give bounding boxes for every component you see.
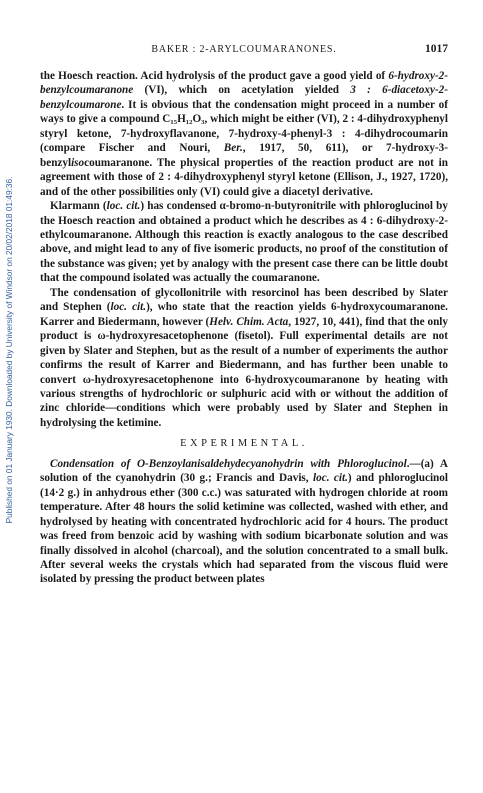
- paragraph-2: [40, 199, 448, 286]
- section-heading: EXPERIMENTAL.: [180, 438, 308, 450]
- text-run: ) has condensed α-bromo-n-butyronitrile with phloroglucinol by the Hoesch reaction and obtained a product which he describes as 4 : 6-dihydroxy-2-ethylcoumaranone. Although this reaction is exactly analogous to the case described above, and might lead to any of five isomeric products, no proof of the constitution of the substance was given; yet by analogy with the present case there can be little doubt that the compound isolated was actually the coumaranone.: [40, 200, 448, 285]
- text-run: (VI), which on acetylation yielded: [133, 84, 351, 97]
- text-run: coumaranone. The physical properties of the reaction product are not in agreement with those of 2 : 4-dihydroxyphenyl styryl ketone (Ellison, J., 1927, 1720), and of the other possibilities only (VI) could give a diacetyl derivative.: [40, 156, 448, 198]
- subsection-title: Condensation of O-Benzoylanisaldehydecyanohydrin with Phloroglucinol: [50, 457, 407, 470]
- text-run: .—(a) A solution of the cyanohydrin (30 g.; Francis and Davis,: [40, 457, 449, 485]
- paragraph-1: [40, 69, 448, 199]
- text-run: ) and phloroglucinol (14·2 g.) in anhydrous ether (300 c.c.) was saturated with hydrogen chloride at room temperature. After 48 hours the solid ketimine was collected, washed with ether, and hydrolysed by heating with concentrated hydrochloric acid for 4 hours. The product was freed from benzoic acid by washing with sodium bicarbonate solution and was finally dissolved in alcohol (charcoal), and the solution concentrated to a small bulk. After several weeks the crystals which had separated from the viscous fluid were isolated by pressing the product between plates: [40, 472, 448, 586]
- body-text: [40, 69, 448, 587]
- compound-name: 6-hydroxy-2-benzylcoumaranone: [40, 70, 448, 97]
- side-note-text: Published on 01 January 1930. Downloaded by University of Windsor on 20/02/2018 01:49:36.: [4, 176, 14, 524]
- text-run: ), who state that the reaction yields 6-hydroxycoumaranone. Karrer and Biedermann, however (: [40, 301, 448, 328]
- journal-abbrev: Helv. Chim. Acta: [209, 315, 289, 328]
- citation-ref: loc. cit.: [106, 200, 141, 213]
- page-header: [40, 44, 448, 58]
- page-number: 1017: [425, 43, 448, 55]
- text-run: , 1927, 10, 441), find that the only product is ω-hydroxyresacetophenone (fisetol). Full experimental details are not given by Slater and Stephen, but as the result of a number of experiments the author confirms the result of Karrer and Biedermann, and has further been unable to convert ω-hydroxyresacetophenone into 6-hydroxycoumaranone by heating with various strengths of hydrochloric or sulphuric acid with or without the addition of zinc chloride—conditions which were probably used by Slater and Stephen in hydrolysing the ketimine.: [40, 315, 449, 429]
- text-run: , 1917, 50, 611), or 7-hydroxy-3-benzyl: [40, 142, 448, 169]
- compound-name: 3 : 6-diacetoxy-2-benzylcoumarone: [40, 84, 448, 111]
- journal-abbrev: Ber.: [223, 142, 243, 155]
- paragraph-3: [40, 286, 448, 431]
- text-run: Klarmann (: [50, 200, 107, 213]
- citation-ref: loc. cit.: [313, 472, 348, 485]
- text-run: . It is obvious that the condensation might proceed in a number of ways to give a compound C₁₅H₁₂O₃, which might be either (VI), 2 : 4-dihydroxyphenyl styryl ketone, 7-hydroxyflavanone, 7-hydroxy-4-phenyl-3 : 4-dihydrocoumarin (compare Fischer and Nouri,: [40, 98, 448, 155]
- prefix-iso: iso: [71, 156, 85, 169]
- citation-ref: loc. cit.: [110, 301, 147, 314]
- text-run: The condensation of glycollonitrile with resorcinol has been described by Slater and Stephen (: [40, 286, 448, 314]
- text-run: the Hoesch reaction. Acid hydrolysis of the product gave a good yield of: [40, 70, 389, 82]
- publication-side-note: [2, 70, 16, 630]
- running-title: BAKER : 2-ARYLCOUMARANONES.: [151, 44, 337, 55]
- paragraph-4: [40, 457, 448, 587]
